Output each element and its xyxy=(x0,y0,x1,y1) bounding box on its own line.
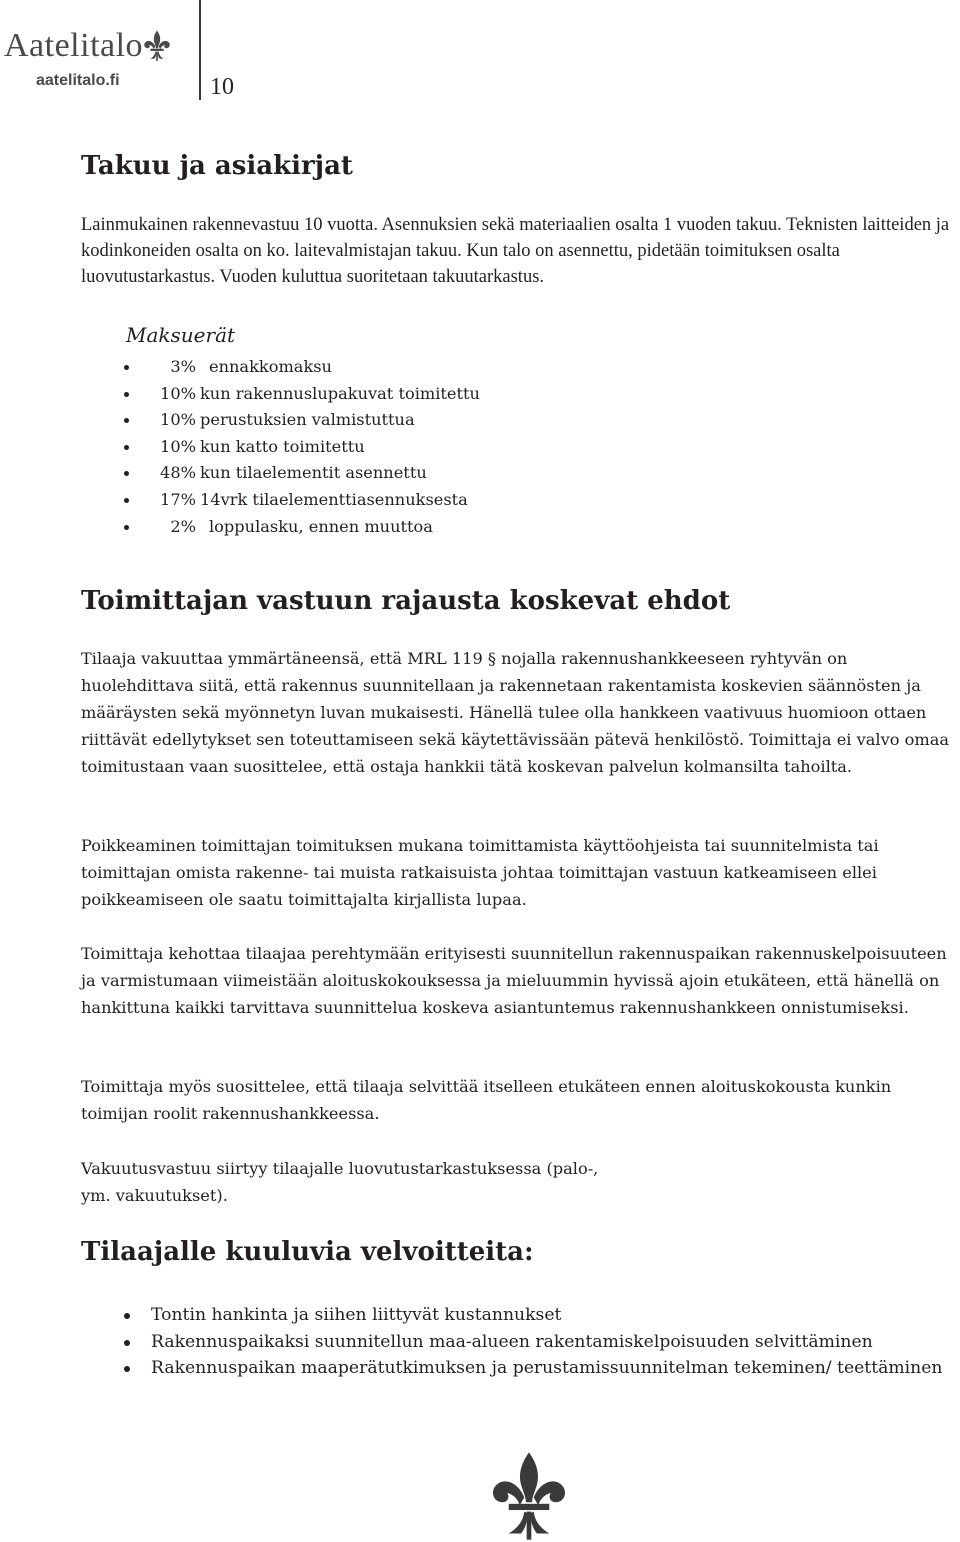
bullet-icon xyxy=(124,418,129,423)
payment-percent: 2% xyxy=(170,516,196,536)
fleur-de-lis-icon xyxy=(143,30,171,62)
payment-text: loppulasku, ennen muuttoa xyxy=(209,516,433,536)
payment-text: 14vrk tilaelementtiasennuksesta xyxy=(200,489,468,509)
vastuu-paragraph: Toimittaja myös suosittelee, että tilaaja selvittää itselleen etukäteen ennen aloituskokousta kunkin toimijan roolit rakennushankkeessa. xyxy=(81,1077,892,1123)
list-item xyxy=(120,1302,960,1329)
section-title-toimittajan-vastuu: Toimittajan vastuun rajausta koskevat ehdot xyxy=(81,586,731,616)
bullet-icon xyxy=(124,498,129,503)
payment-percent: 48% xyxy=(160,463,196,483)
payment-item xyxy=(126,407,626,434)
header-divider xyxy=(199,0,201,100)
bullet-icon xyxy=(124,365,129,370)
obligations-list xyxy=(120,1302,960,1382)
list-item xyxy=(120,1329,960,1356)
payment-percent: 10% xyxy=(160,383,196,403)
payment-item xyxy=(126,460,626,487)
vastuu-paragraph: Toimittaja kehottaa tilaajaa perehtymään erityisesti suunnitellun rakennuspaikan rakennuskelpoisuuteen ja varmistumaan viimeistään aloituskokouksessa ja mieluummin hyvissä ajoin etukäteen, että hänellä on hankittuna kaikki tarvittava suunnittelua koskeva asiantuntemus rakennushankkeen onnistumiseksi. xyxy=(81,944,947,1017)
logo-url: aatelitalo.fi xyxy=(36,72,120,89)
obligation-text: Tontin hankinta ja siihen liittyvät kustannukset xyxy=(151,1305,562,1325)
vastuu-paragraph: Tilaaja vakuuttaa ymmärtäneensä, että MRL 119 § nojalla rakennushankkeeseen ryhtyvän on huolehdittava siitä, että rakennus suunnitellaan ja rakennetaan rakentamista koskevien säännösten ja määräysten sekä myönnetyn luvan mukaisesti. Hänellä tulee olla hankkeen vaativuus huomioon ottaen riittävät edellytykset sen toteuttamiseen sekä käytettävissään pätevä henkilöstö. Toimittaja ei valvo omaa toimitustaan vaan suosittelee, että ostaja hankkii tätä koskevan palvelun kolmansilta tahoilta. xyxy=(81,649,950,776)
bullet-icon xyxy=(124,525,129,530)
bullet-icon xyxy=(124,471,129,476)
vastuu-paragraph: Vakuutusvastuu siirtyy tilaajalle luovutustarkastuksessa (palo-, ym. vakuutukset). xyxy=(81,1159,599,1205)
payment-item xyxy=(126,434,626,461)
payment-text: kun katto toimitettu xyxy=(200,436,365,456)
payment-item xyxy=(126,381,626,408)
page-number: 10 xyxy=(210,74,234,100)
bullet-icon xyxy=(124,1313,130,1319)
payment-percent: 3% xyxy=(170,357,196,376)
payment-schedule-title: Maksuerät xyxy=(126,323,236,347)
payment-item xyxy=(126,514,626,541)
payment-item xyxy=(126,487,626,514)
section-title-takuu: Takuu ja asiakirjat xyxy=(81,151,353,181)
payment-percent: 10% xyxy=(160,410,196,430)
payment-text: perustuksien valmistuttua xyxy=(200,410,415,430)
obligation-text: Rakennuspaikan maaperätutkimuksen ja perustamissuunnitelman tekeminen/ teettäminen xyxy=(151,1358,943,1378)
obligation-text: Rakennuspaikaksi suunnitellun maa-alueen rakentamiskelpoisuuden selvittäminen xyxy=(151,1331,873,1352)
bullet-icon xyxy=(124,445,129,450)
fleur-de-lis-icon xyxy=(490,1450,568,1542)
payment-text: kun rakennuslupakuvat toimitettu xyxy=(200,383,480,403)
payment-schedule xyxy=(126,320,626,540)
bullet-icon xyxy=(124,1366,130,1372)
payment-percent: 10% xyxy=(160,436,196,456)
logo-wordmark: Aatelitalo xyxy=(4,27,144,64)
bullet-icon xyxy=(124,392,129,397)
payment-text: ennakkomaksu xyxy=(209,357,332,376)
bullet-icon xyxy=(124,1340,130,1346)
section-title-tilaajan-velvoitteet: Tilaajalle kuuluvia velvoitteita: xyxy=(81,1237,534,1267)
payment-percent: 17% xyxy=(160,489,196,509)
takuu-paragraph: Lainmukainen rakennevastuu 10 vuotta. Asennuksien sekä materiaalien osalta 1 vuoden takuu. Teknisten laitteiden ja kodinkoneiden osalta on ko. laitevalmistajan takuu. Kun talo on asennettu, pidetään toimituksen osalta luovutustarkastus. Vuoden kuluttua suoritetaan takuutarkastus. xyxy=(81,215,950,287)
payment-item xyxy=(126,354,626,381)
payment-text: kun tilaelementit asennettu xyxy=(200,463,427,483)
list-item xyxy=(120,1355,960,1382)
vastuu-paragraph: Poikkeaminen toimittajan toimituksen mukana toimittamista käyttöohjeista tai suunnitelmista tai toimittajan omista rakenne- tai muista ratkaisuista johtaa toimittajan vastuun katkeamiseen ellei poikkeamiseen ole saatu toimittajalta kirjallista lupaa. xyxy=(81,836,879,909)
